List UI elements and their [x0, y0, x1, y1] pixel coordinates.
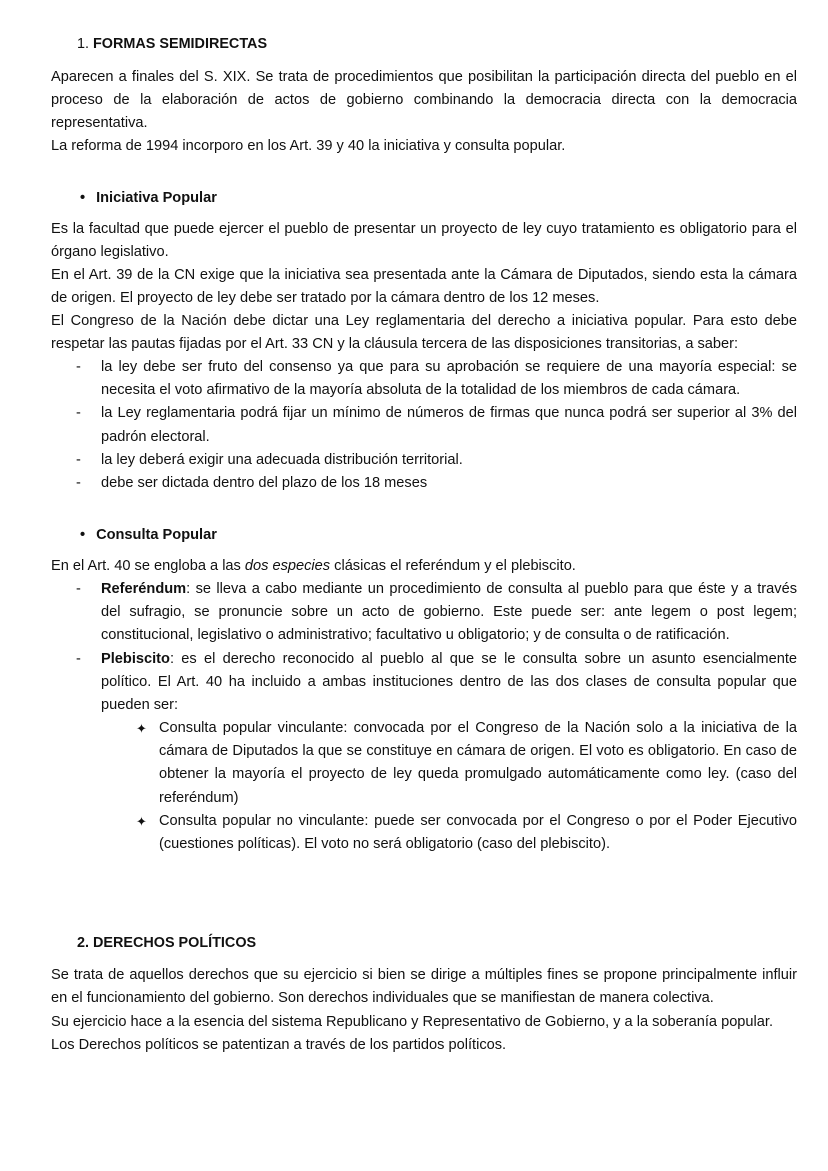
- list-item-text: debe ser dictada dentro del plazo de los 18 meses: [101, 475, 428, 492]
- star-bullet-icon: ✦: [136, 813, 147, 829]
- list-item-text: la ley deberá exigir una adecuada distribución territorial.: [101, 451, 463, 468]
- list-item-referendum: [51, 578, 797, 648]
- bullet-mark: •: [80, 190, 86, 206]
- definition-plebiscito: : es el derecho reconocido al pueblo al que se le consulta sobre un asunto esencialmente político. El Art. 40 ha incluido a ambas instituciones dentro de las dos clases de consulta popular que pueden ser:: [101, 650, 797, 714]
- list-consulta-clases: [134, 717, 797, 856]
- list-item: [51, 402, 797, 448]
- italic-run: dos especies: [244, 558, 331, 574]
- list-item-vinculante: [134, 717, 797, 810]
- subheading-consulta-popular: [80, 524, 826, 547]
- section-title: FORMAS SEMIDIRECTAS: [93, 36, 268, 52]
- star-bullet-icon: ✦: [136, 721, 147, 736]
- paragraph-iniciativa-congreso: El Congreso de la Nación debe dictar una Ley reglamentaria del derecho a iniciativa popular. Para esto debe respetar las pautas fijadas por el Art. 33 CN y la cláusula tercera de las disposiciones transitorias, a saber:: [51, 313, 797, 353]
- term-referendum: Referéndum: [101, 581, 187, 597]
- paragraph-derechos-definicion: Se trata de aquellos derechos que su ejercicio si bien se dirige a múltiples fines se propone principalmente influir en el funcionamiento del gobierno. Son derechos individuales que se manifiestan de manera colectiva.: [51, 967, 797, 1007]
- list-item-plebiscito: [51, 648, 797, 718]
- subheading-text: Consulta Popular: [96, 527, 217, 543]
- subheading-iniciativa-popular: [80, 187, 826, 210]
- list-item-text: Consulta popular vinculante: convocada por el Congreso de la Nación solo a la iniciativa de la cámara de Diputados la que se constituye en cámara de origen. El voto es obligatorio. En caso de obtener la mayoría el proyecto de ley queda promulgado automáticamente como ley. (caso del referéndum): [159, 720, 797, 806]
- text-run: clásicas el referéndum y el plebiscito.: [330, 558, 576, 574]
- section-number: 1.: [77, 36, 90, 52]
- dash-mark: -: [76, 475, 81, 492]
- subheading-text: Iniciativa Popular: [96, 190, 217, 206]
- paragraph-derechos-partidos: Los Derechos políticos se patentizan a través de los partidos políticos.: [51, 1037, 507, 1053]
- list-item-text: la Ley reglamentaria podrá fijar un mínimo de números de firmas que nunca podrá ser superior al 3% del padrón electoral.: [101, 405, 797, 445]
- text-run: En el Art. 40 se engloba a las: [51, 558, 245, 574]
- dash-mark: -: [76, 359, 81, 375]
- list-item-text: la ley debe ser fruto del consenso ya que para su aprobación se requiere de una mayoría especial: se necesita el voto afirmativo de la mayoría absoluta de la totalidad de los miembros de cada cámara.: [101, 359, 797, 399]
- section-heading-derechos-politicos: 2. DERECHOS POLÍTICOS: [77, 935, 257, 951]
- paragraph-reforma-1994: La reforma de 1994 incorporo en los Art. 39 y 40 la iniciativa y consulta popular.: [51, 138, 566, 154]
- paragraph-iniciativa-definicion: Es la facultad que puede ejercer el pueblo de presentar un proyecto de ley cuyo tratamiento es obligatorio para el órgano legislativo.: [51, 221, 797, 261]
- list-item-no-vinculante: [134, 810, 797, 856]
- list-iniciativa-pautas: [51, 356, 797, 495]
- paragraph-formas-intro: Aparecen a finales del S. XIX. Se trata de procedimientos que posibilitan la participación directa del pueblo en el proceso de la elaboración de actos de gobierno combinando la democracia directa con la democracia representativa.: [51, 69, 797, 132]
- definition-referendum: : se lleva a cabo mediante un procedimiento de consulta al pueblo para que éste y a través del sufragio, se pronuncie sobre un acto de gobierno. Este puede ser: ante legem o post legem; constitucional, legislativo o administrativo; facultativo u obligatorio; y de consulta o de ratificación.: [101, 581, 797, 644]
- dash-mark: -: [76, 650, 81, 667]
- list-item: [51, 449, 797, 472]
- term-plebiscito: Plebiscito: [101, 650, 170, 667]
- bullet-mark: •: [80, 527, 86, 543]
- list-item-text: Consulta popular no vinculante: puede ser convocada por el Congreso o por el Poder Ejecutivo (cuestiones políticas). El voto no será obligatorio (caso del plebiscito).: [159, 812, 797, 853]
- list-item: [51, 472, 797, 495]
- paragraph-iniciativa-art39: En el Art. 39 de la CN exige que la iniciativa sea presentada ante la Cámara de Diputados, siendo esta la cámara de origen. El proyecto de ley debe ser tratado por la cámara dentro de los 12 meses.: [51, 267, 797, 307]
- section-heading-formas-semidirectas: [77, 33, 823, 56]
- dash-mark: -: [76, 581, 81, 597]
- paragraph-derechos-esencia: Su ejercicio hace a la esencia del sistema Republicano y Representativo de Gobierno, y a la soberanía popular.: [51, 1014, 774, 1030]
- paragraph-consulta-art40: [51, 555, 797, 578]
- dash-mark: -: [76, 451, 81, 468]
- dash-mark: -: [76, 405, 81, 422]
- list-item: [51, 356, 797, 402]
- list-consulta-especies: [51, 578, 797, 717]
